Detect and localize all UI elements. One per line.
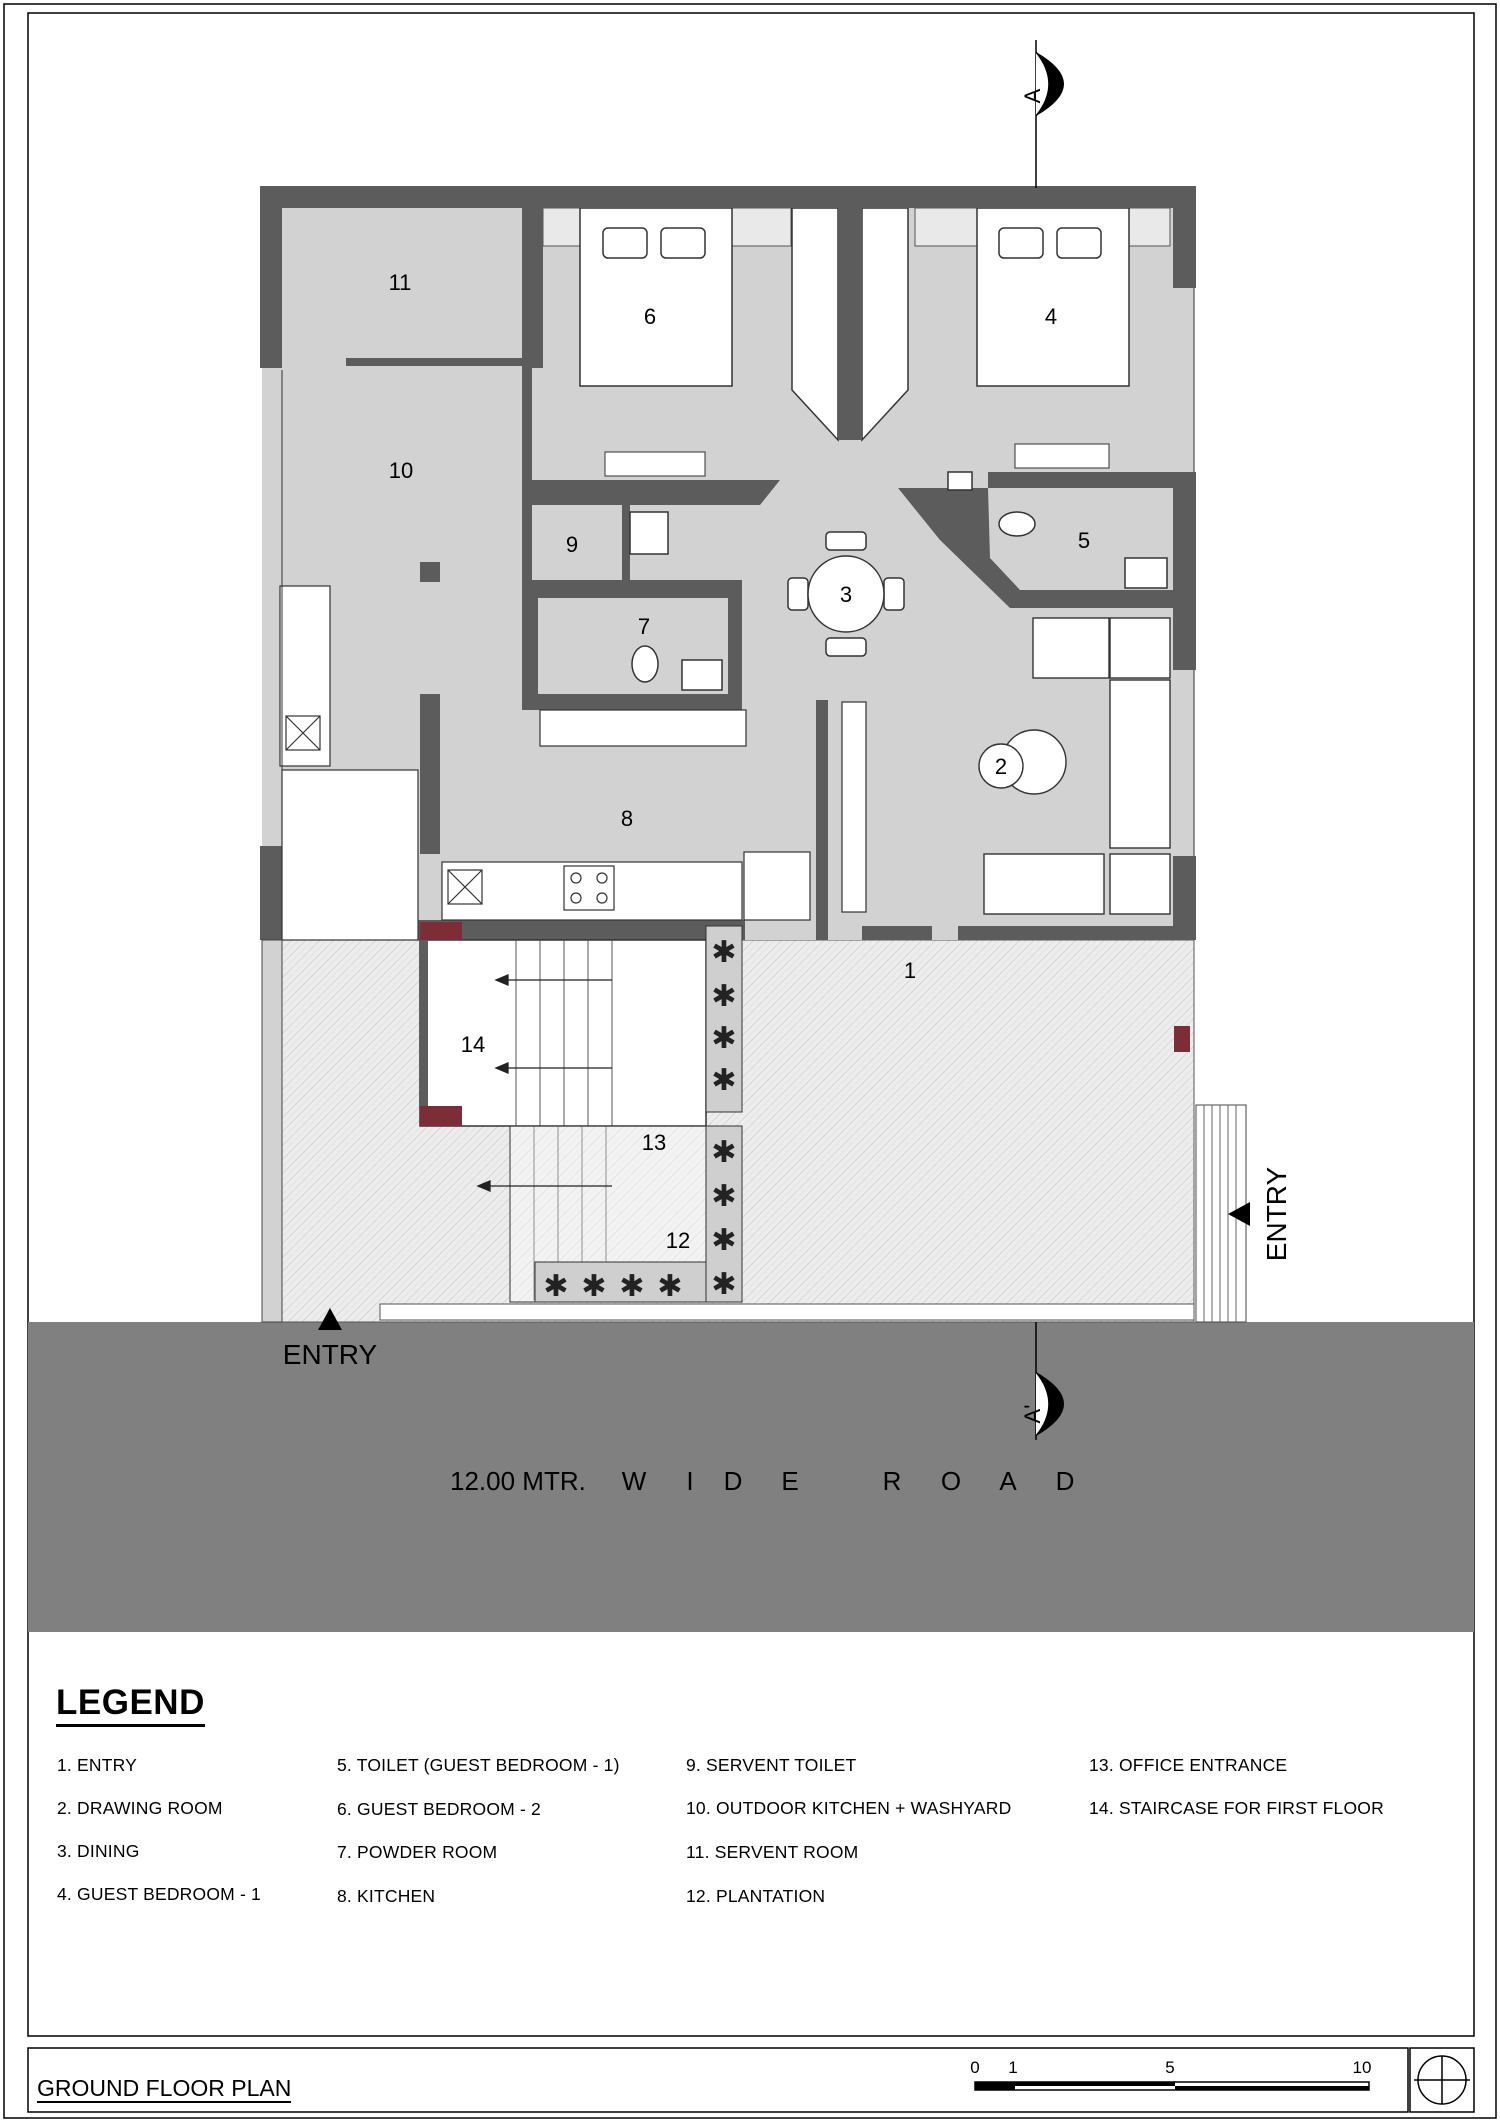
scale-label-0: 0 — [970, 2058, 980, 2077]
scale-label-10: 10 — [1352, 2058, 1372, 2077]
room-number-11: 11 — [388, 270, 412, 295]
section-marker-top — [1036, 52, 1064, 116]
legend-item: 12. PLANTATION — [686, 1886, 826, 1906]
room-number-3: 3 — [839, 582, 853, 607]
svg-text:✱: ✱ — [711, 1224, 737, 1257]
road-letter: R — [882, 1466, 902, 1496]
svg-text:✱: ✱ — [711, 1136, 737, 1169]
scale-labels — [970, 2058, 1371, 2077]
room-number-7: 7 — [637, 614, 651, 639]
legend-item: 14. STAIRCASE FOR FIRST FLOOR — [1089, 1798, 1384, 1818]
room-number-12: 12 — [665, 1228, 691, 1253]
entry-label-right: ENTRY — [1261, 1166, 1292, 1262]
legend-item: 10. OUTDOOR KITCHEN + WASHYARD — [686, 1798, 1012, 1818]
road — [28, 1322, 1474, 1632]
section-label-top: A — [1020, 88, 1045, 104]
legend-item: 3. DINING — [57, 1841, 140, 1861]
plan-title: GROUND FLOOR PLAN — [37, 2075, 292, 2101]
north-arrow-icon — [1414, 2056, 1470, 2104]
legend-item: 9. SERVENT TOILET — [686, 1755, 857, 1775]
room-number-13: 13 — [641, 1130, 667, 1155]
legend-item: 11. SERVENT ROOM — [686, 1842, 859, 1862]
room-number-6: 6 — [643, 304, 657, 329]
svg-text:✱: ✱ — [657, 1270, 683, 1303]
legend-item: 6. GUEST BEDROOM - 2 — [337, 1799, 541, 1819]
road-letter: A — [999, 1466, 1017, 1496]
road-letter: I — [686, 1466, 694, 1496]
entry-label-left: ENTRY — [282, 1339, 378, 1370]
road-letter: O — [940, 1466, 962, 1496]
legend-item: 13. OFFICE ENTRANCE — [1089, 1755, 1288, 1775]
legend-item: 2. DRAWING ROOM — [57, 1798, 223, 1818]
room-number-2: 2 — [994, 754, 1008, 779]
road-letter: D — [723, 1466, 743, 1496]
road-letter: E — [781, 1466, 799, 1496]
svg-text:✱: ✱ — [711, 980, 737, 1013]
section-label-bottom: A' — [1020, 1404, 1045, 1424]
svg-text:✱: ✱ — [711, 1268, 737, 1301]
room-number-9: 9 — [565, 532, 579, 557]
legend-item: 7. POWDER ROOM — [337, 1842, 498, 1862]
tall-cabinet — [842, 702, 866, 912]
svg-text:✱: ✱ — [543, 1270, 569, 1303]
svg-text:✱: ✱ — [711, 1022, 737, 1055]
legend-item: 1. ENTRY — [57, 1755, 138, 1775]
room-number-5: 5 — [1077, 528, 1091, 553]
room-number-14: 14 — [460, 1032, 486, 1057]
left-entry-strip — [262, 940, 282, 1322]
scale-bar — [975, 2082, 1369, 2090]
legend-item: 8. KITCHEN — [337, 1886, 436, 1906]
room-number-1: 1 — [903, 958, 917, 983]
svg-text:✱: ✱ — [711, 1180, 737, 1213]
legend-item: 4. GUEST BEDROOM - 1 — [57, 1884, 261, 1904]
svg-text:✱: ✱ — [711, 1064, 737, 1097]
room-number-8: 8 — [620, 806, 634, 831]
legend-item: 5. TOILET (GUEST BEDROOM - 1) — [337, 1755, 620, 1775]
front-boundary-wall — [380, 1304, 1194, 1320]
right-red-posts — [1174, 1026, 1190, 1052]
scale-label-1: 1 — [1008, 2058, 1018, 2077]
road-width-label: 12.00 MTR. — [450, 1466, 586, 1496]
svg-text:✱: ✱ — [619, 1270, 645, 1303]
road-letter: D — [1055, 1466, 1075, 1496]
legend-title: LEGEND — [56, 1683, 205, 1727]
room-number-4: 4 — [1044, 304, 1058, 329]
room-number-10: 10 — [388, 458, 414, 483]
road-letter: W — [621, 1466, 647, 1496]
scale-label-5: 5 — [1165, 2058, 1175, 2077]
svg-text:✱: ✱ — [581, 1270, 607, 1303]
svg-text:✱: ✱ — [711, 936, 737, 969]
